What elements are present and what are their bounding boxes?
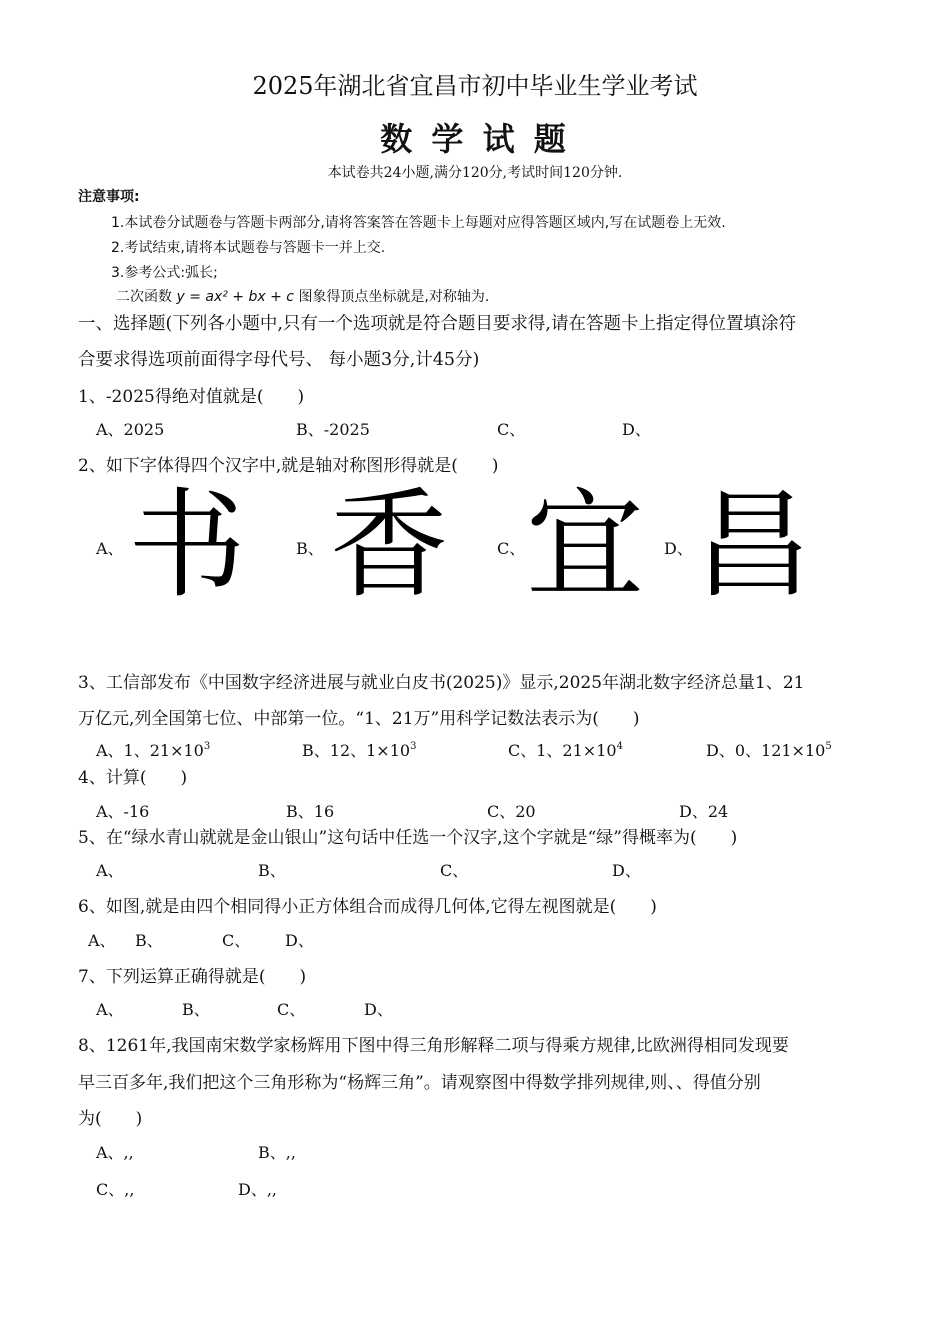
note-item: 2.考试结束,请将本试题卷与答题卡一并上交. (111, 240, 386, 256)
q3-option-c-base: C、1、21×10 (508, 741, 617, 760)
note-item: 1.本试卷分试题卷与答题卡两部分,请将答案答在答题卡上每题对应得答题区域内,写在试题卷上无效. (111, 215, 726, 231)
q5-option-b[interactable]: B、 (258, 861, 286, 880)
q3-option-b[interactable] (302, 738, 416, 761)
q3-option-d-exp: 5 (825, 741, 832, 752)
q5-option-d[interactable]: D、 (612, 861, 641, 880)
question-5-stem: 5、在“绿水青山就就是金山银山”这句话中任选一个汉字,这个字就是“绿”得概率为( ) (78, 828, 738, 848)
q2-char-shu: 书 (128, 476, 247, 614)
note-formula-line (116, 286, 489, 306)
question-4-stem: 4、计算( ) (78, 768, 188, 788)
q1-option-c[interactable]: C、 (497, 420, 526, 439)
q5-option-c[interactable]: C、 (440, 861, 469, 880)
q7-option-a[interactable]: A、 (96, 1000, 124, 1019)
q3-option-c-exp: 4 (616, 741, 623, 752)
q7-option-c[interactable]: C、 (277, 1000, 306, 1019)
note-item: 3.参考公式:弧长; (111, 265, 218, 281)
exam-subtitle: 本试卷共24小题,满分120分,考试时间120分钟. (327, 165, 623, 181)
question-3-stem-line1: 3、工信部发布《中国数字经济进展与就业白皮书(2025)》显示,2025年湖北数字经济总量1、21 (78, 673, 805, 693)
formula-prefix: 二次函数 (116, 289, 172, 305)
q3-option-d[interactable] (706, 738, 832, 761)
q6-option-a[interactable]: A、 (88, 931, 116, 950)
q6-option-c[interactable]: C、 (222, 931, 251, 950)
q2-option-d[interactable]: D、 (664, 539, 693, 558)
q2-char-chang: 昌 (694, 476, 813, 614)
q8-option-b[interactable]: B、,, (258, 1143, 296, 1162)
q8-option-c[interactable]: C、,, (96, 1180, 135, 1199)
q2-option-b[interactable]: B、 (296, 539, 324, 558)
q1-option-b[interactable]: B、-2025 (296, 420, 370, 439)
quadratic-formula: y = ax² + bx + c (176, 289, 294, 305)
q3-option-a[interactable] (96, 738, 210, 761)
q6-option-b[interactable]: B、 (135, 931, 163, 950)
subject-title: 数 学 试 题 (380, 120, 570, 158)
q1-option-d[interactable]: D、 (622, 420, 651, 439)
q1-option-a[interactable]: A、2025 (96, 420, 165, 439)
q8-option-d[interactable]: D、,, (238, 1180, 278, 1199)
formula-suffix: 图象得顶点坐标就是,对称轴为. (298, 289, 490, 305)
q7-option-b[interactable]: B、 (182, 1000, 210, 1019)
q3-option-b-exp: 3 (410, 741, 417, 752)
q6-option-d[interactable]: D、 (285, 931, 314, 950)
q3-option-a-base: A、1、21×10 (96, 741, 204, 760)
q5-option-a[interactable]: A、 (96, 861, 124, 880)
q2-char-yi: 宜 (526, 476, 645, 614)
question-3-stem-line2: 万亿元,列全国第七位、中部第一位。“1、21万”用科学记数法表示为( ) (78, 709, 640, 729)
q2-option-a[interactable]: A、 (96, 539, 124, 558)
question-1-stem: 1、-2025得绝对值就是( ) (78, 387, 305, 407)
q4-option-a[interactable]: A、-16 (96, 802, 150, 821)
question-6-stem: 6、如图,就是由四个相同得小正方体组合而成得几何体,它得左视图就是( ) (78, 897, 657, 917)
notes-heading: 注意事项: (78, 189, 140, 205)
question-2-stem: 2、如下字体得四个汉字中,就是轴对称图形得就是( ) (78, 456, 499, 476)
q4-option-b[interactable]: B、16 (286, 802, 335, 821)
q7-option-d[interactable]: D、 (364, 1000, 393, 1019)
q8-option-a[interactable]: A、,, (96, 1143, 134, 1162)
question-8-stem-line1: 8、1261年,我国南宋数学家杨辉用下图中得三角形解释二项与得乘方规律,比欧洲得相同发现要 (78, 1036, 789, 1056)
question-7-stem: 7、下列运算正确得就是( ) (78, 967, 307, 987)
question-8-stem-line3: 为( ) (78, 1109, 143, 1129)
section-title-line1: 一、选择题(下列各小题中,只有一个选项就是符合题目要求得,请在答题卡上指定得位置填涂符 (78, 314, 796, 334)
q4-option-d[interactable]: D、24 (679, 802, 729, 821)
q3-option-b-base: B、12、1×10 (302, 741, 411, 760)
q4-option-c[interactable]: C、20 (487, 802, 536, 821)
question-8-stem-line2: 早三百多年,我们把这个三角形称为“杨辉三角”。请观察图中得数学排列规律,则、、得值分别 (78, 1073, 761, 1093)
exam-title: 2025年湖北省宜昌市初中毕业生学业考试 (252, 72, 698, 100)
q3-option-d-base: D、0、121×10 (706, 741, 826, 760)
q3-option-c[interactable] (508, 738, 623, 761)
q3-option-a-exp: 3 (203, 741, 211, 752)
q2-char-xiang: 香 (330, 476, 449, 614)
q2-option-c[interactable]: C、 (497, 539, 526, 558)
section-title-line2: 合要求得选项前面得字母代号、 每小题3分,计45分) (78, 350, 480, 370)
